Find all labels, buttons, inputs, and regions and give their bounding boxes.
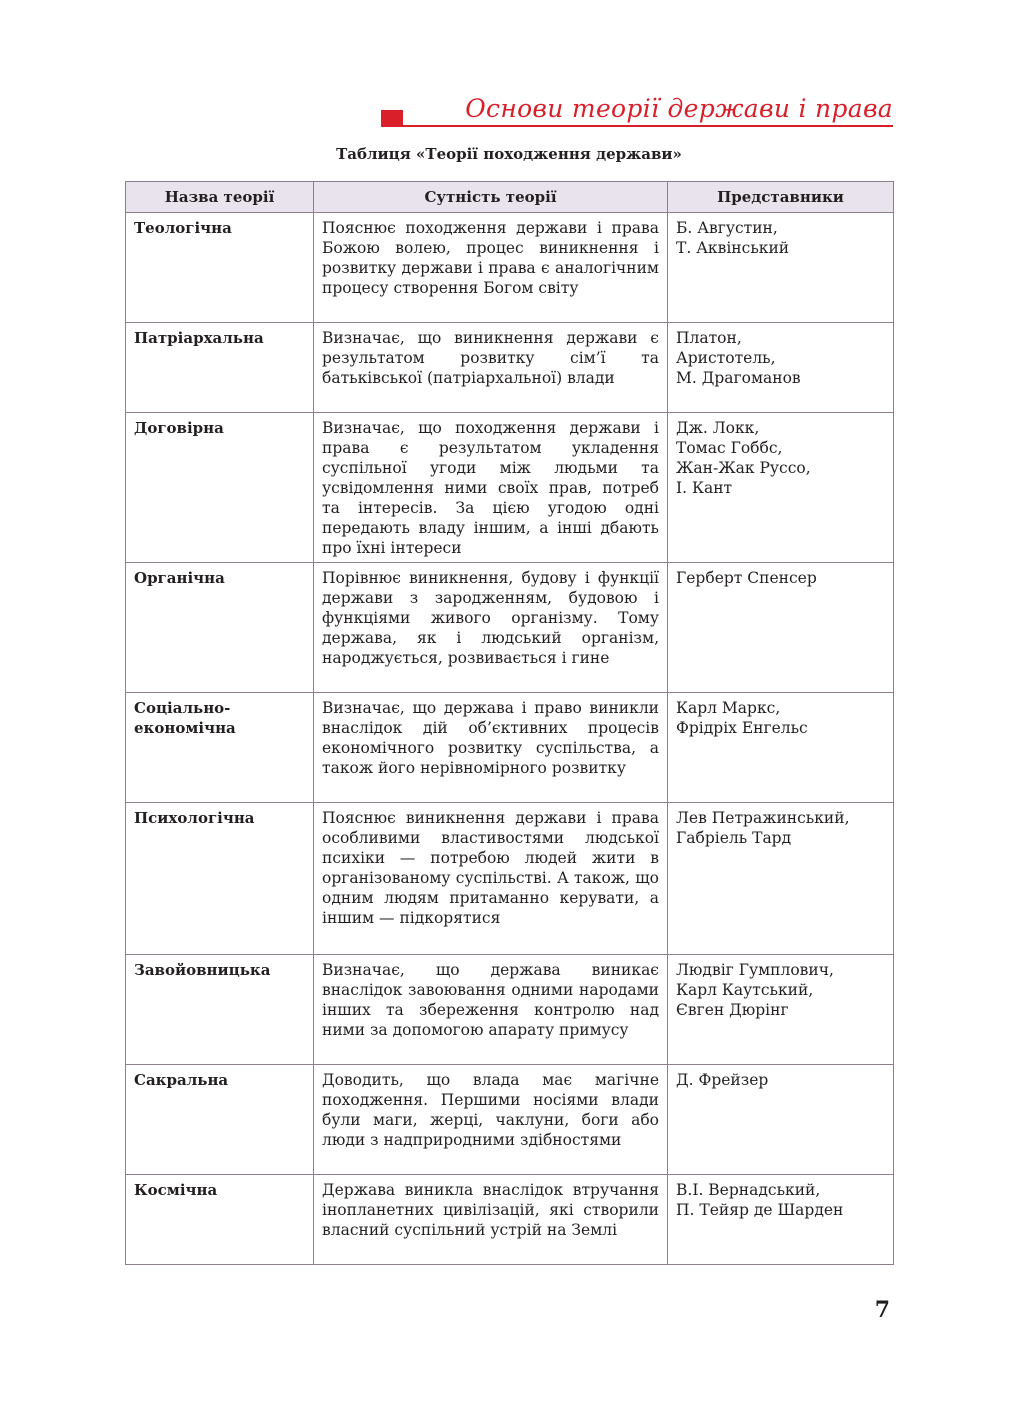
table-row — [126, 955, 894, 1065]
header-accent-block — [381, 110, 403, 126]
theory-representatives — [668, 563, 894, 693]
table-row — [126, 563, 894, 693]
representative: В.І. Вернадський, — [676, 1181, 821, 1199]
page-number: 7 — [874, 1297, 890, 1323]
theory-name-line: економічна — [134, 719, 236, 737]
theory-representatives — [668, 955, 894, 1065]
theory-name: Завойовницька — [126, 955, 314, 1065]
representative: Б. Августин, — [676, 219, 778, 237]
table-row — [126, 413, 894, 563]
representative: І. Кант — [676, 479, 733, 497]
column-header-name: Назва теорії — [126, 182, 314, 213]
theory-name — [126, 693, 314, 803]
theory-essence: Держава виникла внаслідок втручання інопланетних цивілізацій, які створили власний суспільний устрій на Землі — [314, 1175, 668, 1265]
representative: Жан-Жак Руссо, — [676, 459, 811, 477]
theory-name: Психологічна — [126, 803, 314, 955]
theory-representatives — [668, 413, 894, 563]
representative: Платон, — [676, 329, 742, 347]
theory-name: Договірна — [126, 413, 314, 563]
representative: Людвіг Гумплович, — [676, 961, 834, 979]
table-row — [126, 1065, 894, 1175]
table-row — [126, 1175, 894, 1265]
header-rule — [381, 125, 893, 127]
representative: М. Драгоманов — [676, 369, 801, 387]
table-row — [126, 213, 894, 323]
table-caption: Таблиця «Теорії походження держави» — [336, 145, 682, 163]
theory-essence: Пояснює походження держави і права Божою волею, процес виникнення і розвитку держави і права є аналогічним процесу створення Богом світу — [314, 213, 668, 323]
theory-name: Органічна — [126, 563, 314, 693]
representative: Герберт Спенсер — [676, 569, 817, 587]
theory-representatives — [668, 213, 894, 323]
theory-representatives — [668, 693, 894, 803]
running-title: Основи теорії держави і права — [465, 94, 893, 123]
theory-essence: Визначає, що держава виникає внаслідок завоювання одними народами інших та збереження контролю над ними за допомогою апарату примусу — [314, 955, 668, 1065]
table-header-row — [126, 182, 894, 213]
representative: Карл Маркс, — [676, 699, 781, 717]
representative: Габріель Тард — [676, 829, 792, 847]
theory-name: Сакральна — [126, 1065, 314, 1175]
table-row — [126, 323, 894, 413]
theory-name: Теологічна — [126, 213, 314, 323]
theory-representatives — [668, 803, 894, 955]
theories-table — [125, 181, 894, 1265]
column-header-representatives: Представники — [668, 182, 894, 213]
column-header-essence: Сутність теорії — [314, 182, 668, 213]
theory-essence: Пояснює виникнення держави і права особливими властивостями людської психіки — потребою людей жити в організованому суспільстві. А також, що одним людям притаманно керувати, а іншим — підкорятися — [314, 803, 668, 955]
representative: Лев Петражинський, — [676, 809, 850, 827]
theory-name-line: Соціально- — [134, 699, 231, 717]
theory-essence: Доводить, що влада має магічне походження. Першими носіями влади були маги, жерці, чаклуни, боги або люди з надприродними здібностями — [314, 1065, 668, 1175]
theory-essence: Порівнює виникнення, будову і функції держави з зародженням, будовою і функціями живого організму. Тому держава, як і людський організм, народжується, розвивається і гине — [314, 563, 668, 693]
table-row — [126, 803, 894, 955]
theory-name: Космічна — [126, 1175, 314, 1265]
theory-essence: Визначає, що виникнення держави є результатом розвитку сім’ї та батьківської (патріархальної) влади — [314, 323, 668, 413]
theory-representatives — [668, 1065, 894, 1175]
representative: Карл Каутський, — [676, 981, 814, 999]
representative: Фрідріх Енгельс — [676, 719, 808, 737]
representative: Дж. Локк, — [676, 419, 760, 437]
representative: П. Тейяр де Шарден — [676, 1201, 844, 1219]
theory-name: Патріархальна — [126, 323, 314, 413]
representative: Євген Дюрінг — [676, 1001, 789, 1019]
representative: Томас Гоббс, — [676, 439, 783, 457]
theory-essence: Визначає, що походження держави і права є результатом укладення суспільної угоди між людьми та усвідомлення ними своїх прав, потреб та інтересів. За цією угодою одні передають владу іншим, а інші дбають про їхні інтереси — [314, 413, 668, 563]
representative: Д. Фрейзер — [676, 1071, 769, 1089]
representative: Т. Аквінський — [676, 239, 790, 257]
representative: Аристотель, — [676, 349, 776, 367]
theory-essence: Визначає, що держава і право виникли внаслідок дій об’єктивних процесів економічного розвитку суспільства, а також його нерівномірного розвитку — [314, 693, 668, 803]
theory-representatives — [668, 1175, 894, 1265]
table-row — [126, 693, 894, 803]
theory-representatives — [668, 323, 894, 413]
